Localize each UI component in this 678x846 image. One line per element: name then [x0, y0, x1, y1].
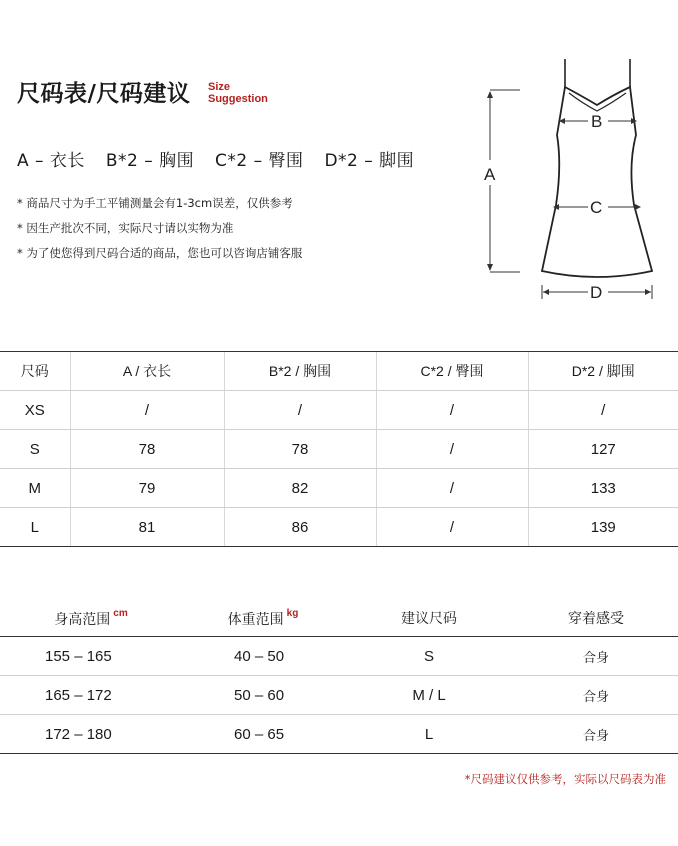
header-weight — [182, 600, 344, 637]
cell-chest: 82 — [224, 469, 376, 508]
measurement-legend — [17, 149, 429, 173]
header-suggested-size: 建议尺码 — [344, 600, 514, 637]
note-1: * 商品尺寸为手工平铺测量会有1-3cm误差，仅供参考 — [17, 196, 293, 210]
legend-d: D*2 – 脚围 — [324, 151, 415, 171]
cell-length: 78 — [70, 430, 224, 469]
header-fit-feel: 穿着感受 — [514, 600, 678, 637]
header-chest: B*2 / 胸围 — [224, 352, 376, 391]
table-row — [0, 508, 678, 547]
cell-hip: / — [376, 391, 528, 430]
page-subtitle-en — [208, 81, 268, 105]
d-arrow-left — [543, 289, 549, 295]
d-arrow-right — [645, 289, 651, 295]
label-a: A — [484, 165, 496, 184]
cell-hem: 127 — [528, 430, 678, 469]
table-row — [0, 676, 678, 715]
table-row — [0, 715, 678, 754]
cell-fit: 合身 — [514, 676, 678, 715]
cell-hip: / — [376, 430, 528, 469]
table-row — [0, 469, 678, 508]
unit-kg: kg — [286, 607, 299, 619]
unit-cm: cm — [113, 607, 128, 619]
legend-b: B*2 – 胸围 — [105, 151, 195, 171]
cell-chest: 86 — [224, 508, 376, 547]
header-size: 尺码 — [0, 352, 70, 391]
cell-height: 155 – 165 — [0, 637, 182, 676]
cell-suggested-size: M / L — [344, 676, 514, 715]
cell-height: 172 – 180 — [0, 715, 182, 754]
size-table — [0, 351, 678, 547]
cell-fit: 合身 — [514, 715, 678, 754]
header-height-label: 身高范围 — [54, 611, 111, 628]
cell-hip: / — [376, 508, 528, 547]
cell-hem: 139 — [528, 508, 678, 547]
cell-hem: 133 — [528, 469, 678, 508]
header-hem: D*2 / 脚围 — [528, 352, 678, 391]
cell-hip: / — [376, 469, 528, 508]
cell-size: XS — [0, 391, 70, 430]
subtitle-line-2: Suggestion — [208, 93, 268, 105]
page-title: 尺码表/尺码建议 — [17, 81, 191, 107]
size-table-header-row — [0, 352, 678, 391]
cell-chest: 78 — [224, 430, 376, 469]
cell-size: M — [0, 469, 70, 508]
cell-weight: 60 – 65 — [182, 715, 344, 754]
cell-size: S — [0, 430, 70, 469]
header-hip: C*2 / 臀围 — [376, 352, 528, 391]
cell-hem: / — [528, 391, 678, 430]
dress-diagram — [470, 55, 670, 305]
table-row — [0, 430, 678, 469]
table-row — [0, 637, 678, 676]
cell-length: 79 — [70, 469, 224, 508]
header-length: A / 衣长 — [70, 352, 224, 391]
cell-suggested-size: L — [344, 715, 514, 754]
legend-c: C*2 – 臀围 — [215, 151, 304, 171]
cell-suggested-size: S — [344, 637, 514, 676]
label-c: C — [590, 198, 603, 217]
a-arrow-top — [487, 91, 493, 98]
size-suggestion-table — [0, 600, 678, 754]
cell-weight: 40 – 50 — [182, 637, 344, 676]
label-b: B — [591, 112, 603, 131]
cell-length: 81 — [70, 508, 224, 547]
subtitle-line-1: Size — [208, 81, 231, 93]
cell-chest: / — [224, 391, 376, 430]
c-arrow-right — [635, 204, 641, 210]
note-2: * 因生产批次不同，实际尺寸请以实物为准 — [17, 221, 234, 235]
header-weight-label: 体重范围 — [227, 611, 284, 628]
header-height — [0, 600, 182, 637]
footer-disclaimer: *尺码建议仅供参考，实际以尺码表为准 — [464, 772, 666, 786]
cell-size: L — [0, 508, 70, 547]
label-d: D — [590, 283, 603, 302]
cell-length: / — [70, 391, 224, 430]
cell-height: 165 – 172 — [0, 676, 182, 715]
table-row — [0, 391, 678, 430]
dress-neckline — [569, 93, 626, 111]
a-arrow-bottom — [487, 264, 493, 271]
note-3: * 为了使您得到尺码合适的商品，您也可以咨询店铺客服 — [17, 246, 303, 260]
cell-fit: 合身 — [514, 637, 678, 676]
cell-weight: 50 – 60 — [182, 676, 344, 715]
suggestion-header-row — [0, 600, 678, 637]
legend-a: A – 衣长 — [17, 151, 85, 171]
